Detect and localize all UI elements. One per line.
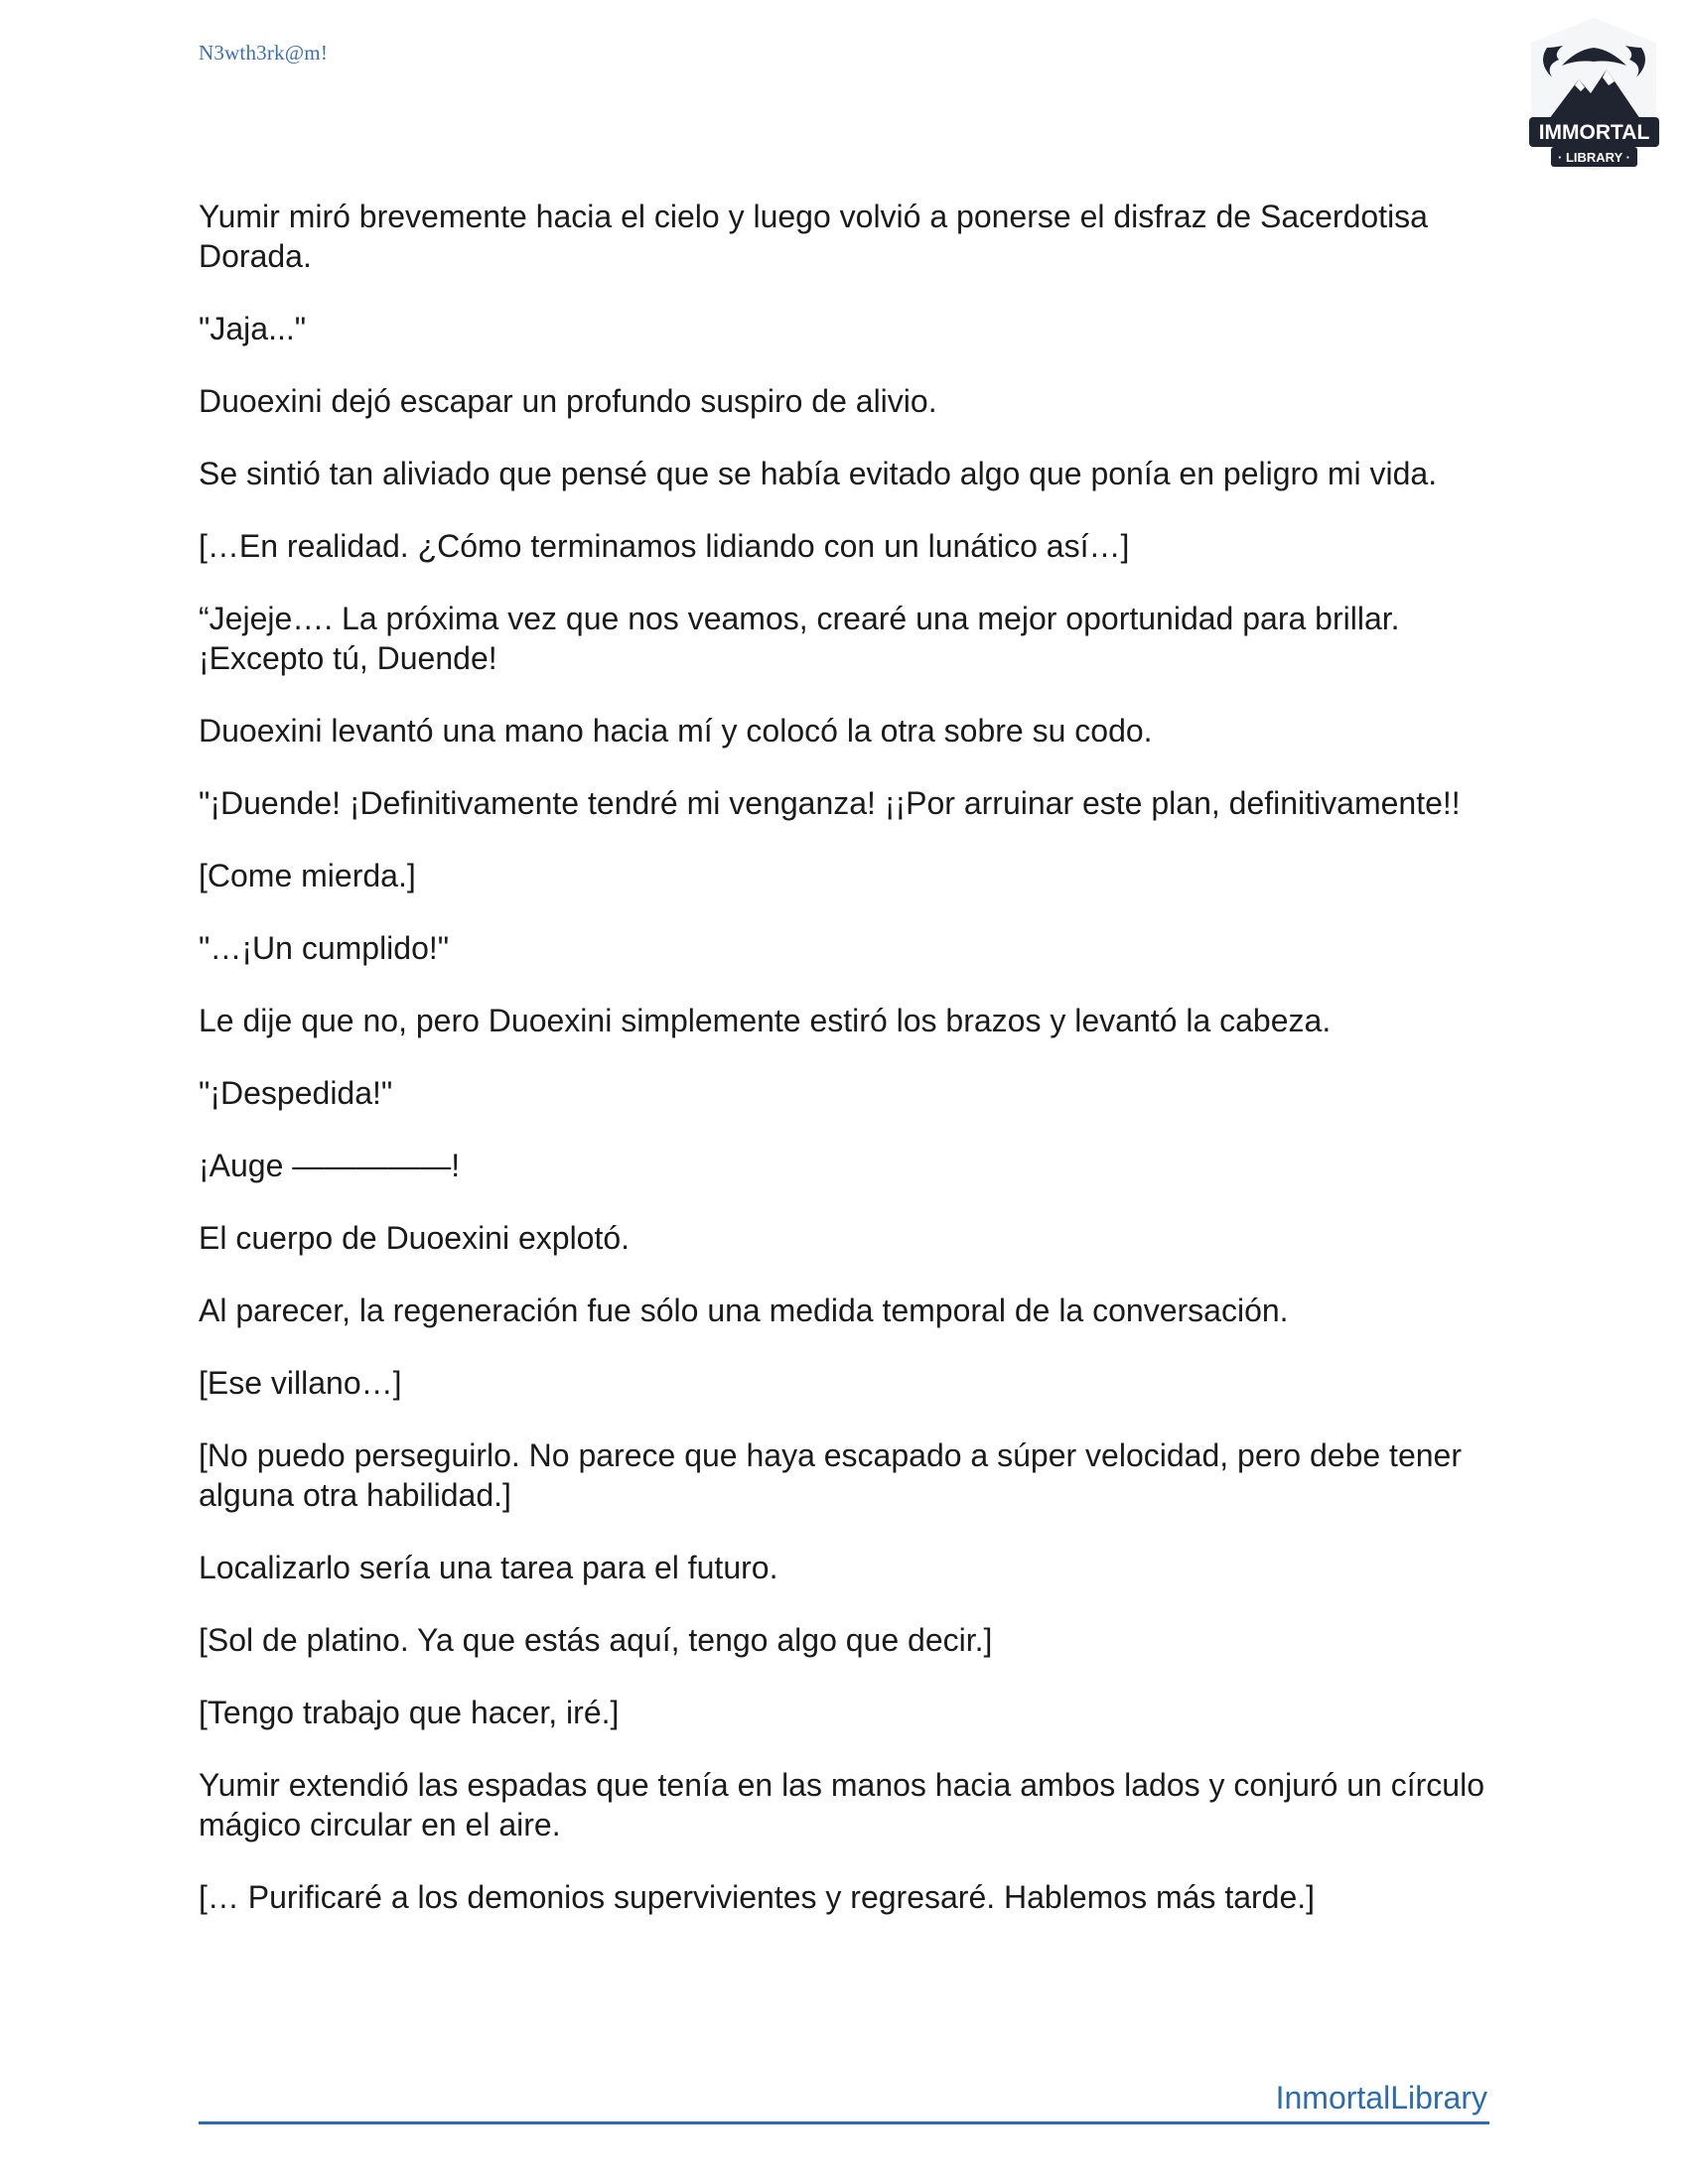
header-tag: N3wth3rk@m! [199, 41, 329, 65]
svg-text:· LIBRARY ·: · LIBRARY · [1558, 150, 1630, 165]
paragraph: “Jejeje…. La próxima vez que nos veamos, crearé una mejor oportunidad para brillar. ¡Excepto tú, Duende! [199, 601, 1409, 676]
chapter-body [199, 197, 1499, 1950]
paragraph: "¡Duende! ¡Definitivamente tendré mi venganza! ¡¡Por arruinar este plan, definitivamente!! [199, 785, 1461, 821]
paragraph: [Tengo trabajo que hacer, iré.] [199, 1695, 620, 1730]
paragraph: "…¡Un cumplido!" [199, 930, 450, 966]
svg-text:IMMORTAL: IMMORTAL [1538, 121, 1650, 144]
paragraph: […En realidad. ¿Cómo terminamos lidiando con un lunático así…] [199, 528, 1130, 564]
paragraph: El cuerpo de Duoexini explotó. [199, 1220, 631, 1256]
paragraph: Al parecer, la regeneración fue sólo una medida temporal de la conversación. [199, 1293, 1289, 1328]
paragraph: "¡Despedida!" [199, 1075, 393, 1111]
footer-link[interactable]: InmortalLibrary [1275, 2080, 1487, 2116]
paragraph: [Come mierda.] [199, 858, 416, 893]
paragraph: Duoexini levantó una mano hacia mí y colocó la otra sobre su codo. [199, 713, 1153, 749]
paragraph: Yumir extendió las espadas que tenía en las manos hacia ambos lados y conjuró un círculo mágico circular en el aire. [199, 1767, 1493, 1843]
paragraph: ¡Auge —————! [199, 1148, 461, 1183]
paragraph: [No puedo perseguirlo. No parece que haya escapado a súper velocidad, pero debe tener alguna otra habilidad.] [199, 1437, 1471, 1513]
immortal-library-logo-icon [1507, 8, 1681, 182]
paragraph: [Sol de platino. Ya que estás aquí, tengo algo que decir.] [199, 1622, 993, 1658]
paragraph: "Jaja..." [199, 311, 307, 346]
paragraph: Localizarlo sería una tarea para el futuro. [199, 1550, 778, 1585]
paragraph: Yumir miró brevemente hacia el cielo y luego volvió a ponerse el disfraz de Sacerdotisa Dorada. [199, 199, 1437, 274]
paragraph: [Ese villano…] [199, 1365, 402, 1401]
paragraph: [… Purificaré a los demonios supervivientes y regresaré. Hablemos más tarde.] [199, 1879, 1316, 1915]
paragraph: Duoexini dejó escapar un profundo suspiro de alivio. [199, 383, 937, 419]
paragraph: Se sintió tan aliviado que pensé que se había evitado algo que ponía en peligro mi vida. [199, 456, 1438, 491]
paragraph: Le dije que no, pero Duoexini simplemente estiró los brazos y levantó la cabeza. [199, 1003, 1332, 1038]
page-footer [199, 2070, 1489, 2124]
